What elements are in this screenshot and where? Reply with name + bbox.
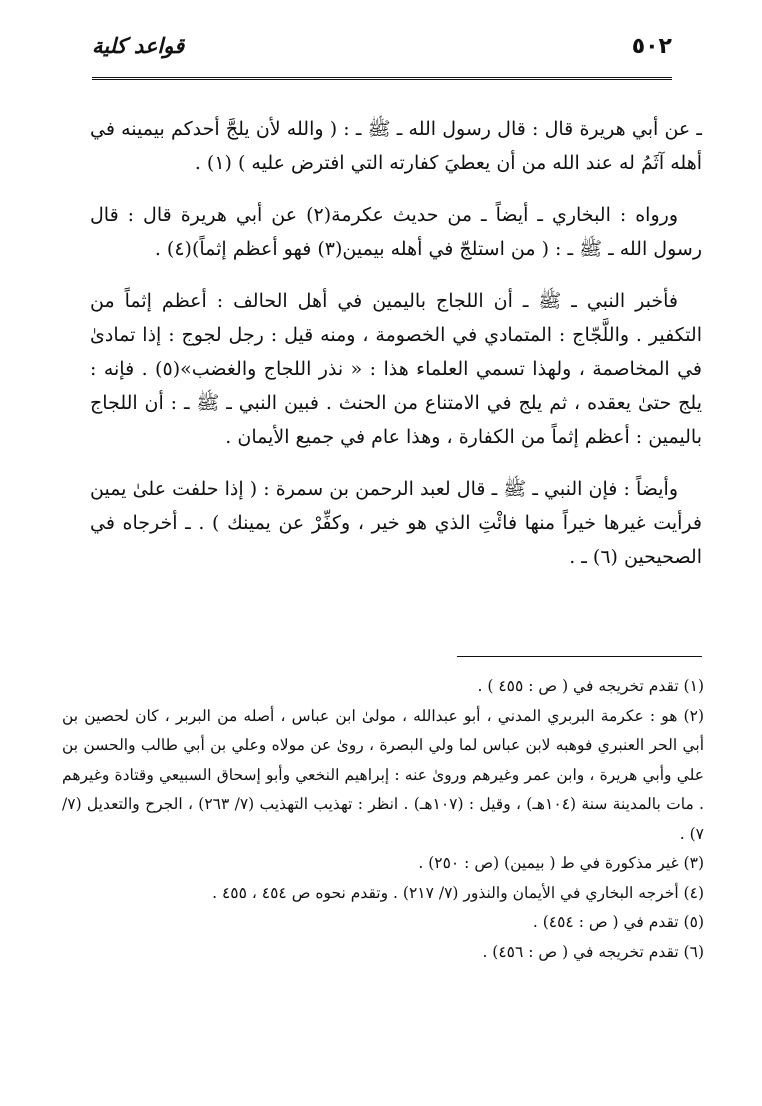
footnote: (٤) أخرجه البخاري في الأيمان والنذور (٧/ ٢١٧) . وتقدم نحوه ص ٤٥٤ ، ٤٥٥ . <box>212 883 704 902</box>
page-header <box>92 30 672 80</box>
footnote: (٥) تقدم في ( ص : ٤٥٤) . <box>532 913 704 931</box>
paragraph: فأخبر النبي ـ ﷺ ـ أن اللجاج باليمين في أهل الحالف : أعظم إثماً من التكفير . واللَّجّاج : المتمادي في الخصومة ، ومنه قيل : رجل لجوج : إذا تمادىٰ في المخاصمة ، ولهذا تسمي العلماء هذا : « نذر اللجاج والغضب»(٥) . فإنه : يلج حتىٰ يعقده ، ثم يلج في الامتناع من الحنث . فبين النبي ـ ﷺ ـ : أن اللجاج باليمين : أعظم إثماً من الكفارة ، وهذا عام في جميع الأيمان . <box>90 290 702 448</box>
running-title: قواعد كلية <box>92 34 185 58</box>
paragraph: ـ عن أبي هريرة قال : قال رسول الله ـ ﷺ ـ : ( والله لأن يلجَّ أحدكم بيمينه في أهله آثَمُ له عند الله من أن يعطيَ كفارته التي افترض عليه ) (١) . <box>90 118 702 174</box>
footnotes <box>62 672 704 967</box>
footnote: (٣) غير مذكورة في ط ( بيمين) (ص : ٢٥٠) . <box>418 854 704 872</box>
header-rule <box>92 77 672 80</box>
page-number: ٥٠٢ <box>631 34 672 59</box>
main-text <box>90 112 702 592</box>
footnote: (٢) هو : عكرمة البربري المدني ، أبو عبدالله ، مولىٰ ابن عباس ، أصله من البربر ، كان لحصين بن أبي الحر العنبري فوهبه لابن عباس لما ولي البصرة ، روىٰ عن مولاه وعلي بن أبي طالب والحسن بن علي وأبي هريرة ، وابن عمر وغيرهم وروىٰ عنه : إبراهيم النخعي وأبو إسحاق السبيعي وقتادة وغيرهم . مات بالمدينة سنة (١٠٤هـ) ، وقيل : (١٠٧هـ) . انظر : تهذيب التهذيب (٧/ ٢٦٣) ، الجرح والتعديل (٧/ ٧) . <box>62 706 704 843</box>
footnote: (١) تقدم تخريجه في ( ص : ٤٥٥ ) . <box>477 677 704 695</box>
footnote-separator <box>457 656 702 657</box>
paragraph: ورواه : البخاري ـ أيضاً ـ من حديث عكرمة(٢) عن أبي هريرة قال : قال رسول الله ـ ﷺ ـ : ( من استلجّ في أهله بيمين(٣) فهو أعظم إثماً)(٤) . <box>90 204 702 260</box>
footnote: (٦) تقدم تخريجه في ( ص : ٤٥٦) . <box>482 942 704 961</box>
paragraph: وأيضاً : فإن النبي ـ ﷺ ـ قال لعبد الرحمن بن سمرة : ( إذا حلفت علىٰ يمين فرأيت غيرها خيراً منها فائْتِ الذي هو خير ، وكفِّرْ عن يمينك ) . ـ أخرجاه في الصحيحين (٦) ـ . <box>90 478 702 568</box>
